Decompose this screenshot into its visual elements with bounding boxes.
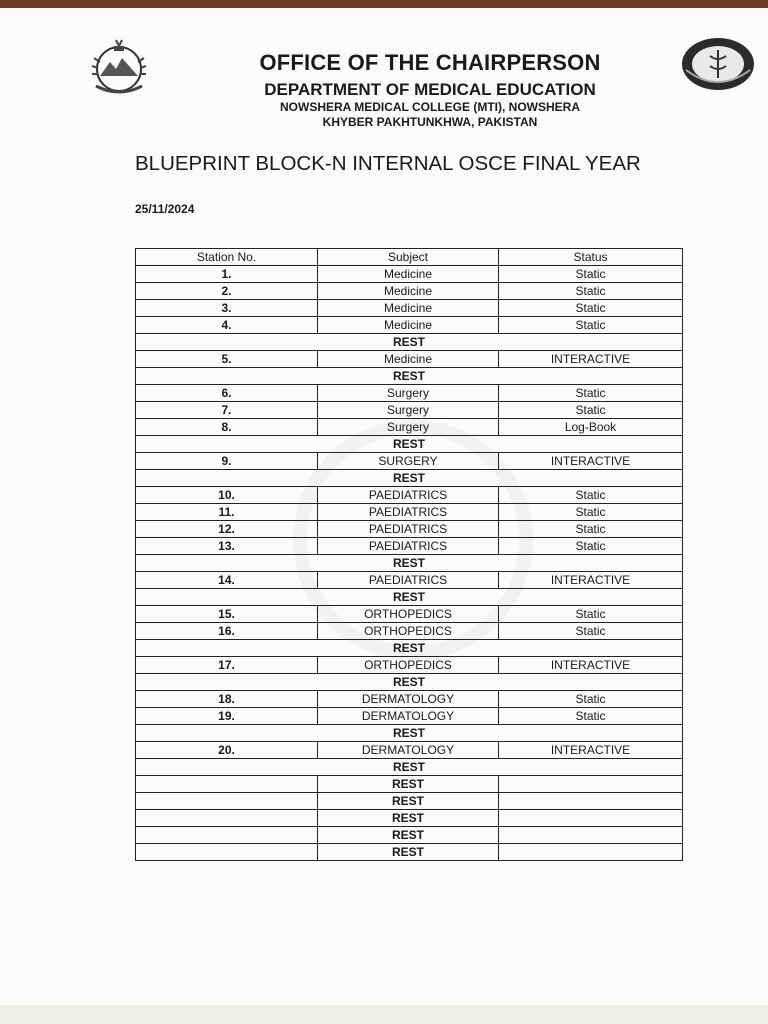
table-row	[136, 844, 683, 861]
station-cell: 10.	[136, 487, 318, 504]
document-title: BLUEPRINT BLOCK-N INTERNAL OSCE FINAL YEAR	[135, 152, 641, 175]
subject-cell: ORTHOPEDICS	[318, 657, 499, 674]
subject-cell: PAEDIATRICS	[318, 572, 499, 589]
station-cell: 14.	[136, 572, 318, 589]
status-cell: Static	[499, 283, 683, 300]
table-row	[136, 385, 683, 402]
status-cell: Static	[499, 623, 683, 640]
status-cell	[499, 844, 683, 861]
station-cell: 16.	[136, 623, 318, 640]
table-row	[136, 742, 683, 759]
status-cell: Static	[499, 266, 683, 283]
rest-cell: REST	[136, 334, 683, 351]
table-row	[136, 776, 683, 793]
table-row	[136, 487, 683, 504]
office-heading: OFFICE OF THE CHAIRPERSON	[259, 50, 601, 75]
status-cell: Static	[499, 487, 683, 504]
station-cell: 3.	[136, 300, 318, 317]
table-row	[136, 606, 683, 623]
table-row	[136, 283, 683, 300]
college-name: NOWSHERA MEDICAL COLLEGE (MTI), NOWSHERA	[280, 100, 580, 114]
subject-cell: DERMATOLOGY	[318, 691, 499, 708]
subject-cell: Medicine	[318, 266, 499, 283]
subject-cell: DERMATOLOGY	[318, 708, 499, 725]
rest-cell: REST	[136, 436, 683, 453]
station-cell: 1.	[136, 266, 318, 283]
station-cell: 20.	[136, 742, 318, 759]
subject-cell: REST	[318, 776, 499, 793]
table-row	[136, 538, 683, 555]
rest-row	[136, 334, 683, 351]
rest-row	[136, 470, 683, 487]
table-row	[136, 691, 683, 708]
rest-row	[136, 589, 683, 606]
station-cell: 13.	[136, 538, 318, 555]
rest-cell: REST	[136, 555, 683, 572]
column-header-status: Status	[499, 249, 683, 266]
rest-cell: REST	[136, 470, 683, 487]
subject-cell: REST	[318, 827, 499, 844]
table-header-row	[136, 249, 683, 266]
table-row	[136, 657, 683, 674]
station-cell	[136, 793, 318, 810]
kp-emblem-icon	[86, 36, 152, 102]
status-cell: Static	[499, 385, 683, 402]
subject-cell: Medicine	[318, 300, 499, 317]
status-cell: Static	[499, 606, 683, 623]
table-row	[136, 793, 683, 810]
status-cell: Static	[499, 504, 683, 521]
table-row	[136, 266, 683, 283]
status-cell	[499, 793, 683, 810]
status-cell	[499, 827, 683, 844]
rest-row	[136, 759, 683, 776]
subject-cell: Medicine	[318, 317, 499, 334]
rest-row	[136, 674, 683, 691]
table-row	[136, 300, 683, 317]
subject-cell: ORTHOPEDICS	[318, 623, 499, 640]
subject-cell: PAEDIATRICS	[318, 487, 499, 504]
table-row	[136, 708, 683, 725]
osce-blueprint-table	[135, 248, 683, 861]
column-header-station: Station No.	[136, 249, 318, 266]
table-row	[136, 521, 683, 538]
status-cell: INTERACTIVE	[499, 572, 683, 589]
station-cell: 2.	[136, 283, 318, 300]
rest-row	[136, 368, 683, 385]
station-cell	[136, 827, 318, 844]
table-row	[136, 572, 683, 589]
subject-cell: Medicine	[318, 351, 499, 368]
rest-cell: REST	[136, 368, 683, 385]
table-row	[136, 623, 683, 640]
status-cell: Static	[499, 708, 683, 725]
document-date: 25/11/2024	[135, 202, 195, 216]
table-body	[136, 266, 683, 861]
station-cell	[136, 810, 318, 827]
rest-row	[136, 640, 683, 657]
table-row	[136, 453, 683, 470]
station-cell: 11.	[136, 504, 318, 521]
subject-cell: PAEDIATRICS	[318, 521, 499, 538]
subject-cell: Surgery	[318, 419, 499, 436]
station-cell	[136, 776, 318, 793]
status-cell: Static	[499, 521, 683, 538]
table-row	[136, 351, 683, 368]
status-cell	[499, 810, 683, 827]
subject-cell: REST	[318, 793, 499, 810]
subject-cell: Surgery	[318, 402, 499, 419]
table-row	[136, 504, 683, 521]
station-cell: 9.	[136, 453, 318, 470]
station-cell: 6.	[136, 385, 318, 402]
subject-cell: DERMATOLOGY	[318, 742, 499, 759]
station-cell: 17.	[136, 657, 318, 674]
rest-row	[136, 725, 683, 742]
status-cell: Static	[499, 402, 683, 419]
station-cell: 5.	[136, 351, 318, 368]
department-heading: DEPARTMENT OF MEDICAL EDUCATION	[264, 80, 596, 99]
rest-cell: REST	[136, 674, 683, 691]
rest-cell: REST	[136, 759, 683, 776]
rest-cell: REST	[136, 589, 683, 606]
subject-cell: REST	[318, 844, 499, 861]
rest-row	[136, 436, 683, 453]
station-cell: 18.	[136, 691, 318, 708]
subject-cell: SURGERY	[318, 453, 499, 470]
station-cell: 15.	[136, 606, 318, 623]
status-cell: INTERACTIVE	[499, 742, 683, 759]
table-row	[136, 402, 683, 419]
status-cell: Log-Book	[499, 419, 683, 436]
subject-cell: REST	[318, 810, 499, 827]
status-cell: Static	[499, 300, 683, 317]
table-row	[136, 419, 683, 436]
station-cell: 19.	[136, 708, 318, 725]
rest-cell: REST	[136, 640, 683, 657]
rest-row	[136, 555, 683, 572]
station-cell	[136, 844, 318, 861]
status-cell	[499, 776, 683, 793]
status-cell: INTERACTIVE	[499, 453, 683, 470]
scan-bottom-strip	[0, 1005, 768, 1024]
station-cell: 8.	[136, 419, 318, 436]
subject-cell: PAEDIATRICS	[318, 538, 499, 555]
table-row	[136, 317, 683, 334]
college-seal-icon	[680, 36, 756, 92]
table-row	[136, 810, 683, 827]
station-cell: 4.	[136, 317, 318, 334]
status-cell: INTERACTIVE	[499, 657, 683, 674]
station-cell: 12.	[136, 521, 318, 538]
status-cell: Static	[499, 538, 683, 555]
subject-cell: ORTHOPEDICS	[318, 606, 499, 623]
province-country: KHYBER PAKHTUNKHWA, PAKISTAN	[322, 115, 538, 129]
status-cell: Static	[499, 691, 683, 708]
subject-cell: Medicine	[318, 283, 499, 300]
status-cell: INTERACTIVE	[499, 351, 683, 368]
table-row	[136, 827, 683, 844]
subject-cell: PAEDIATRICS	[318, 504, 499, 521]
rest-cell: REST	[136, 725, 683, 742]
subject-cell: Surgery	[318, 385, 499, 402]
scan-top-edge	[0, 0, 768, 8]
status-cell: Static	[499, 317, 683, 334]
column-header-subject: Subject	[318, 249, 499, 266]
station-cell: 7.	[136, 402, 318, 419]
